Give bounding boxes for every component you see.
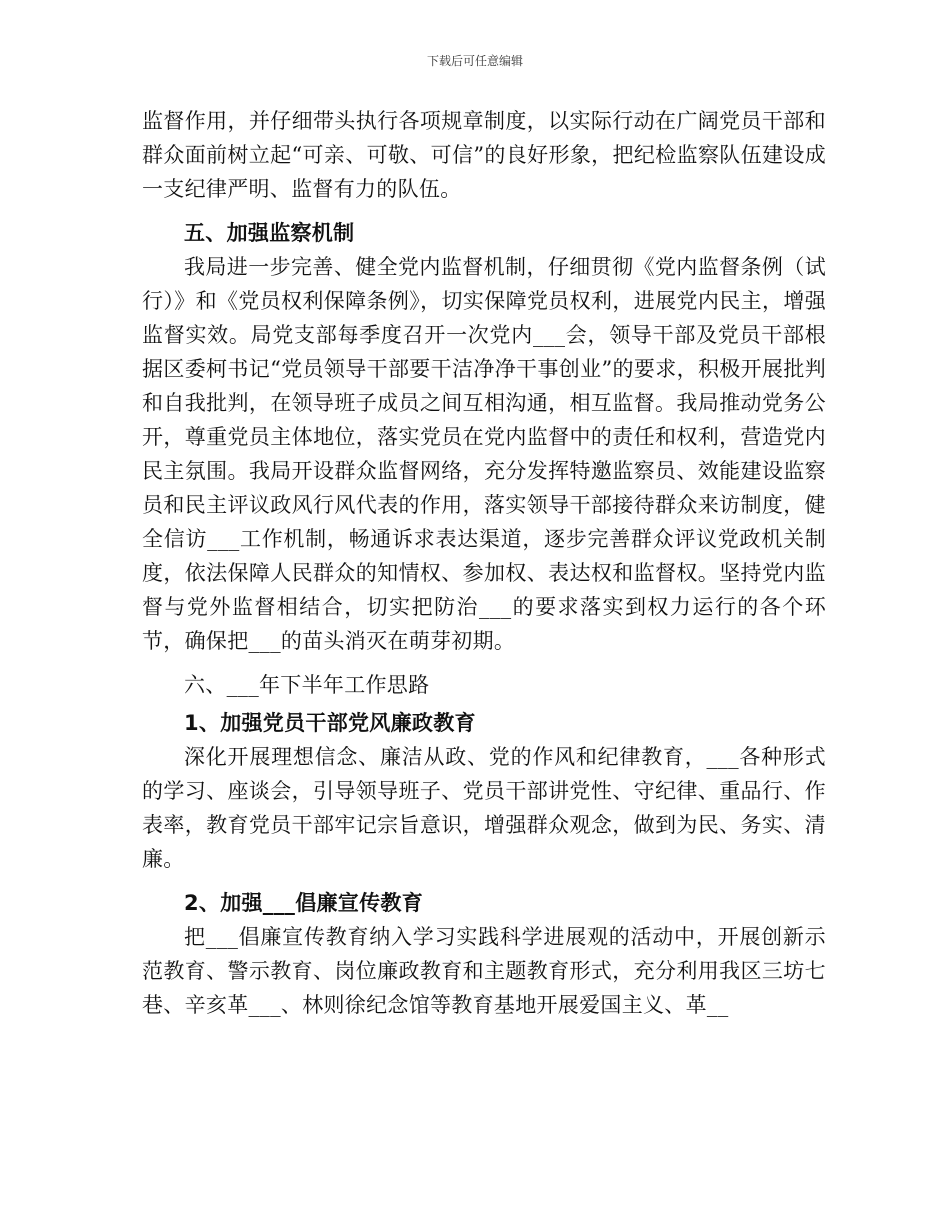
paragraph: 我局进一步完善、健全党内监督机制，仔细贯彻《党内监督条例（试行）》和《党员权利保障条例》，切实保障党员权利，进展党内民主，增强监督实效。局党支部每季度召开一次党内___会，领导干部及党员干部根据区委柯书记“党员领导干部要干洁净净干事创业”的要求，积极开展批判和自我批判，在领导班子成员之间互相沟通，相互监督。我局推动党务公开，尊重党员主体地位，落实党员在党内监督中的责任和权利，营造党内民主氛围。我局开设群众监督网络，充分发挥特邀监察员、效能建设监察员和民主评议政风行风代表的作用，落实领导干部接待群众来访制度，健全信访___工作机制，畅通诉求表达渠道，逐步完善群众评议党政机关制度，依法保障人民群众的知情权、参加权、表达权和监督权。坚持党内监督与党外监督相结合，切实把防治___的要求落实到权力运行的各个环节，确保把___的苗头消灭在萌芽初期。 bbox=[142, 255, 826, 653]
document-body bbox=[142, 104, 826, 1022]
section-heading: 五、加强监察机制 bbox=[184, 221, 355, 245]
subsection-heading: 1、加强党员干部党风廉政教育 bbox=[184, 711, 476, 735]
section-heading: 六、___年下半年工作思路 bbox=[184, 673, 430, 697]
paragraph: 把___倡廉宣传教育纳入学习实践科学进展观的活动中，开展创新示范教育、警示教育、岗位廉政教育和主题教育形式，充分利用我区三坊七巷、辛亥革___、林则徐纪念馆等教育基地开展爱国主义、革__ bbox=[142, 925, 826, 1017]
subsection-heading: 2、加强___倡廉宣传教育 bbox=[184, 891, 424, 915]
page-header: 下载后可任意编辑 bbox=[426, 54, 523, 68]
paragraph: 深化开展理想信念、廉洁从政、党的作风和纪律教育，___各种形式的学习、座谈会，引导领导班子、党员干部讲党性、守纪律、重品行、作表率，教育党员干部牢记宗旨意识，增强群众观念，做到为民、务实、清廉。 bbox=[142, 745, 826, 871]
paragraph: 监督作用，并仔细带头执行各项规章制度，以实际行动在广阔党员干部和群众面前树立起“可亲、可敬、可信”的良好形象，把纪检监察队伍建设成一支纪律严明、监督有力的队伍。 bbox=[142, 109, 826, 201]
